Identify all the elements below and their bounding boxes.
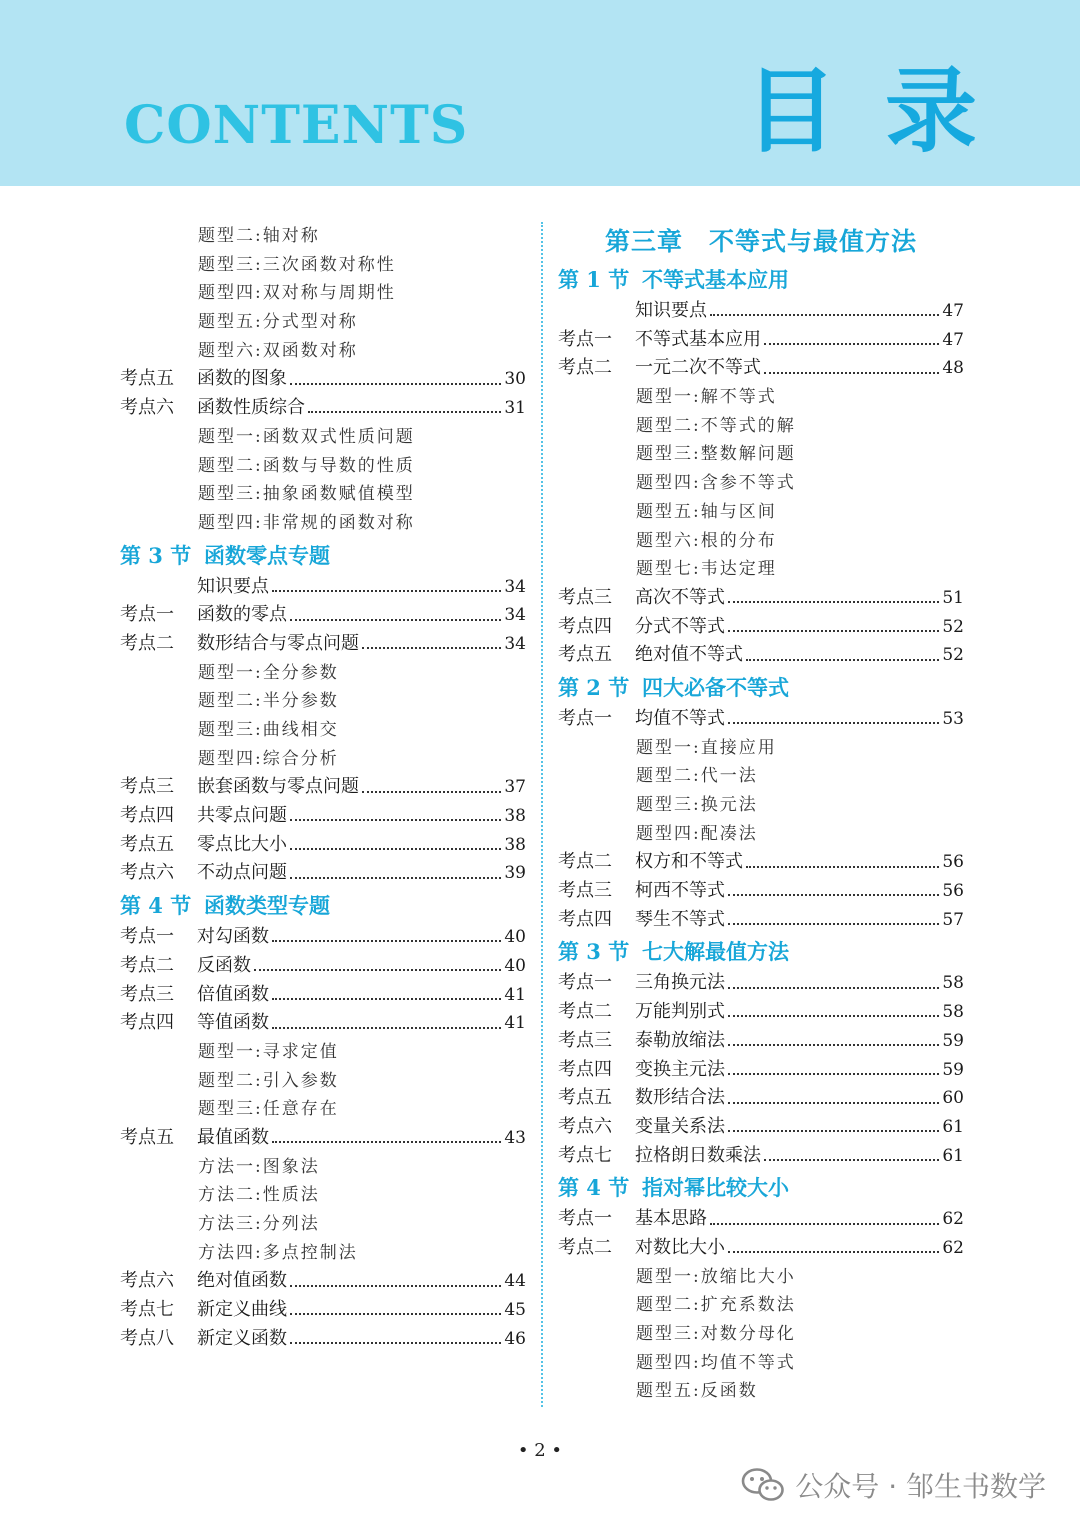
toc-entry: [558, 906, 964, 935]
toc-entry: [120, 859, 526, 888]
dot-leader: [272, 998, 501, 1000]
dot-leader: [728, 1015, 939, 1017]
toc-subitem: 题型三:对数分母化: [636, 1324, 796, 1344]
toc-entry: [120, 1124, 526, 1153]
page-ref: 59: [942, 1059, 964, 1080]
page-ref: 39: [504, 863, 526, 884]
page-ref: 52: [942, 616, 964, 637]
kaodian-label: 考点五: [120, 368, 174, 390]
kaodian-label: 考点二: [558, 851, 612, 873]
kaodian-label: 考点五: [558, 1087, 612, 1109]
dot-leader: [746, 866, 939, 868]
toc-subitem: 题型二:代一法: [636, 766, 758, 787]
entry-title: 零点比大小: [197, 833, 287, 855]
dot-leader: [290, 383, 501, 385]
toc-subitem: 题型四:含参不等式: [636, 473, 796, 494]
toc-entry: [120, 981, 526, 1010]
toc-entry: [120, 802, 526, 831]
section-number: 第 3 节: [558, 939, 630, 965]
toc-subitem: 题型三:曲线相交: [198, 720, 339, 740]
page-ref: 53: [942, 708, 964, 729]
toc-entry: [558, 1142, 964, 1171]
page-ref: 37: [504, 777, 526, 798]
section-title: 四大必备不等式: [642, 674, 789, 700]
dot-leader: [728, 601, 939, 603]
toc-subitem: 题型三:换元法: [636, 795, 758, 815]
page-ref: 38: [504, 806, 526, 827]
section-title: 不等式基本应用: [642, 267, 789, 292]
entry-title: 知识要点: [197, 575, 269, 597]
dot-leader: [290, 1313, 501, 1315]
entry-title: 倍值函数: [197, 983, 269, 1005]
toc-subitem: 题型四:双对称与周期性: [198, 283, 396, 304]
kaodian-label: 考点一: [558, 972, 612, 994]
page-ref: 61: [942, 1145, 964, 1166]
kaodian-label: 考点五: [120, 1126, 174, 1148]
header-banner: [0, 0, 1080, 186]
section-title: 函数零点专题: [204, 542, 330, 568]
toc-subitem: 题型一:寻求定值: [198, 1041, 339, 1062]
dot-leader: [764, 372, 939, 374]
kaodian-label: 考点二: [120, 632, 174, 654]
toc-subitem: 题型三:三次函数对称性: [198, 254, 396, 275]
kaodian-label: 考点一: [120, 604, 174, 626]
dot-leader: [362, 791, 501, 793]
toc-subitem: 方法三:分列法: [198, 1214, 320, 1234]
page-ref: 34: [504, 633, 526, 654]
entry-title: 不动点问题: [197, 862, 287, 884]
page-ref: 48: [942, 358, 964, 379]
page-ref: 58: [942, 973, 964, 994]
toc-entry: [120, 1325, 526, 1354]
entry-title: 对数比大小: [635, 1236, 725, 1258]
page-ref: 59: [942, 1030, 964, 1051]
dot-leader: [728, 923, 939, 925]
kaodian-label: 考点一: [120, 926, 174, 948]
dot-leader: [272, 940, 501, 942]
dot-leader: [728, 1044, 939, 1046]
toc-entry: [558, 705, 964, 734]
mulu-title: 目 录: [745, 58, 986, 165]
dot-leader: [728, 1102, 939, 1104]
toc-subitem: 题型一:全分参数: [198, 662, 339, 683]
toc-entry: [120, 923, 526, 952]
toc-entry: [120, 601, 526, 630]
entry-title: 不等式基本应用: [635, 328, 761, 350]
page-ref: 46: [504, 1328, 526, 1349]
wechat-watermark: [741, 1462, 1046, 1508]
toc-entry: [558, 297, 964, 326]
kaodian-label: 考点六: [558, 1115, 612, 1137]
toc-entry: [558, 1084, 964, 1113]
toc-subitem: 题型六:根的分布: [636, 530, 777, 551]
kaodian-label: 考点二: [558, 357, 612, 379]
dot-leader: [254, 969, 501, 971]
toc-entry: [120, 831, 526, 860]
kaodian-label: 考点二: [558, 1001, 612, 1023]
toc-subitem: 方法一:图象法: [198, 1156, 320, 1177]
dot-leader: [728, 894, 939, 896]
dot-leader: [746, 659, 939, 661]
entry-title: 函数的零点: [197, 604, 287, 626]
toc-entry: [558, 584, 964, 613]
kaodian-label: 考点三: [558, 586, 612, 608]
kaodian-label: 考点四: [120, 1012, 174, 1034]
entry-title: 数形结合法: [635, 1087, 725, 1109]
entry-title: 柯西不等式: [635, 880, 725, 902]
entry-title: 嵌套函数与零点问题: [197, 776, 359, 798]
dot-leader: [728, 1130, 939, 1132]
toc-subitem: 题型四:均值不等式: [636, 1352, 796, 1373]
toc-left-column: [120, 222, 526, 1353]
page-ref: 60: [942, 1088, 964, 1109]
kaodian-label: 考点一: [558, 707, 612, 729]
kaodian-label: 考点四: [558, 908, 612, 930]
kaodian-label: 考点五: [558, 644, 612, 666]
toc-entry: [120, 365, 526, 394]
toc-subitem: 题型三:任意存在: [198, 1099, 339, 1120]
toc-entry: [120, 1296, 526, 1325]
entry-title: 变量关系法: [635, 1115, 725, 1137]
toc-subitem: 题型一:函数双式性质问题: [198, 426, 415, 447]
kaodian-label: 考点六: [120, 1270, 174, 1292]
chapter-heading: 第三章 不等式与最值方法: [604, 227, 917, 256]
page-ref: 58: [942, 1002, 964, 1023]
entry-title: 泰勒放缩法: [635, 1029, 725, 1051]
page-ref: 43: [504, 1127, 526, 1148]
toc-entry: [120, 1009, 526, 1038]
kaodian-label: 考点二: [120, 954, 174, 976]
dot-leader: [710, 1223, 939, 1225]
entry-title: 权方和不等式: [635, 851, 743, 873]
section-number: 第 4 节: [120, 893, 192, 919]
page-ref: 38: [504, 834, 526, 855]
toc-subitem: 题型一:直接应用: [636, 737, 777, 758]
toc-entry: [558, 877, 964, 906]
kaodian-label: 考点一: [558, 328, 612, 350]
dot-leader: [710, 314, 939, 316]
toc-subitem: 题型二:扩充系数法: [636, 1295, 796, 1316]
kaodian-label: 考点八: [120, 1327, 174, 1349]
section-number: 第 2 节: [558, 674, 630, 700]
dot-leader: [272, 590, 501, 592]
dot-leader: [764, 343, 939, 345]
section-title: 函数类型专题: [204, 893, 330, 919]
section-number: 第 4 节: [558, 1175, 630, 1201]
contents-title: CONTENTS: [124, 95, 469, 156]
page-ref: 34: [504, 576, 526, 597]
toc-subitem: 题型三:整数解问题: [636, 444, 796, 465]
kaodian-label: 考点三: [120, 983, 174, 1005]
toc-entry: [120, 573, 526, 602]
dot-leader: [728, 1251, 939, 1253]
dot-leader: [764, 1159, 939, 1161]
entry-title: 对勾函数: [197, 926, 269, 948]
toc-entry: [558, 1234, 964, 1263]
toc-entry: [558, 1027, 964, 1056]
dot-leader: [728, 987, 939, 989]
kaodian-label: 考点五: [120, 833, 174, 855]
kaodian-label: 考点六: [120, 862, 174, 884]
kaodian-label: 考点一: [558, 1208, 612, 1230]
page-ref: 61: [942, 1116, 964, 1137]
page-ref: 56: [942, 852, 964, 873]
entry-title: 均值不等式: [635, 707, 725, 729]
page-ref: 34: [504, 605, 526, 626]
column-divider: [541, 222, 543, 1407]
toc-subitem: 题型五:反函数: [636, 1381, 758, 1402]
toc-entry: [558, 1113, 964, 1142]
section-heading: [120, 888, 526, 923]
toc-subitem: 方法四:多点控制法: [198, 1242, 358, 1263]
toc-entry: [558, 848, 964, 877]
kaodian-label: 考点四: [558, 615, 612, 637]
entry-title: 高次不等式: [635, 586, 725, 608]
toc-entry: [558, 998, 964, 1027]
toc-subitem: 题型四:配凑法: [636, 823, 758, 844]
page-ref: 56: [942, 881, 964, 902]
entry-title: 数形结合与零点问题: [197, 632, 359, 654]
kaodian-label: 考点二: [558, 1236, 612, 1258]
kaodian-label: 考点四: [558, 1058, 612, 1080]
page-ref: 51: [942, 587, 964, 608]
section-number: 第 3 节: [120, 542, 192, 568]
toc-subitem: 题型三:抽象函数赋值模型: [198, 484, 415, 505]
entry-title: 三角换元法: [635, 972, 725, 994]
entry-title: 万能判别式: [635, 1001, 725, 1023]
toc-subitem: 题型四:非常规的函数对称: [198, 512, 415, 533]
entry-title: 知识要点: [635, 300, 707, 321]
page-ref: 62: [942, 1209, 964, 1230]
section-heading: [120, 538, 526, 573]
dot-leader: [728, 1073, 939, 1075]
entry-title: 等值函数: [197, 1012, 269, 1034]
entry-title: 最值函数: [197, 1126, 269, 1148]
dot-leader: [308, 411, 501, 413]
toc-subitem: 题型二:函数与导数的性质: [198, 455, 415, 476]
toc-entry: [120, 630, 526, 659]
entry-title: 分式不等式: [635, 615, 725, 637]
toc-subitem: 题型五:轴与区间: [636, 501, 777, 522]
entry-title: 琴生不等式: [635, 908, 725, 930]
toc-entry: [558, 1205, 964, 1234]
toc-subitem: 题型一:解不等式: [636, 387, 777, 408]
dot-leader: [728, 722, 939, 724]
page-ref: 40: [504, 955, 526, 976]
entry-title: 函数性质综合: [197, 397, 305, 419]
kaodian-label: 考点三: [558, 1029, 612, 1051]
entry-title: 拉格朗日数乘法: [635, 1144, 761, 1166]
kaodian-label: 考点七: [120, 1299, 174, 1321]
section-heading: [558, 670, 964, 705]
entry-title: 新定义曲线: [197, 1299, 287, 1321]
page-ref: 62: [942, 1237, 964, 1258]
toc-entry: [558, 354, 964, 383]
toc-entry: [120, 773, 526, 802]
entry-title: 绝对值不等式: [635, 644, 743, 666]
toc-entry: [558, 969, 964, 998]
page-ref: 57: [942, 909, 964, 930]
dot-leader: [728, 630, 939, 632]
page-number: • 2 •: [517, 1440, 563, 1461]
dot-leader: [290, 1285, 501, 1287]
toc-subitem: 题型二:轴对称: [198, 226, 320, 246]
entry-title: 绝对值函数: [197, 1270, 287, 1292]
page-ref: 47: [942, 301, 964, 321]
entry-title: 函数的图象: [197, 368, 287, 390]
dot-leader: [290, 877, 501, 879]
page-ref: 30: [504, 369, 526, 390]
toc-entry: [558, 613, 964, 642]
toc-entry: [558, 326, 964, 355]
kaodian-label: 考点七: [558, 1144, 612, 1166]
page-ref: 31: [504, 398, 526, 419]
page-ref: 41: [504, 984, 526, 1005]
section-heading: [558, 934, 964, 969]
entry-title: 反函数: [197, 954, 251, 976]
dot-leader: [362, 647, 501, 649]
page-ref: 45: [504, 1300, 526, 1321]
toc-subitem: 题型一:放缩比大小: [636, 1266, 796, 1287]
entry-title: 一元二次不等式: [635, 357, 761, 379]
page-ref: 44: [504, 1271, 526, 1292]
toc-subitem: 题型七:韦达定理: [636, 559, 777, 580]
toc-subitem: 题型二:引入参数: [198, 1070, 339, 1091]
toc-subitem: 题型五:分式型对称: [198, 312, 358, 333]
page-ref: 52: [942, 645, 964, 666]
kaodian-label: 考点三: [120, 776, 174, 798]
kaodian-label: 考点四: [120, 805, 174, 827]
dot-leader: [290, 819, 501, 821]
toc-subitem: 题型六:双函数对称: [198, 340, 358, 361]
section-title: 指对幂比较大小: [642, 1175, 789, 1201]
dot-leader: [290, 619, 501, 621]
section-heading: [558, 262, 964, 297]
toc-entry: [120, 952, 526, 981]
page-ref: 40: [504, 927, 526, 948]
toc-entry: [120, 394, 526, 423]
wechat-icon: [741, 1467, 785, 1503]
page-ref: 41: [504, 1013, 526, 1034]
toc-subitem: 题型二:半分参数: [198, 691, 339, 712]
kaodian-label: 考点三: [558, 880, 612, 902]
section-number: 第 1 节: [558, 267, 630, 292]
section-title: 七大解最值方法: [642, 939, 789, 965]
entry-title: 新定义函数: [197, 1327, 287, 1349]
toc-subitem: 题型二:不等式的解: [636, 415, 796, 436]
kaodian-label: 考点六: [120, 397, 174, 419]
toc-entry: [558, 641, 964, 670]
dot-leader: [272, 1027, 501, 1029]
toc-entry: [558, 1056, 964, 1085]
toc-right-column: [558, 222, 964, 1406]
entry-title: 共零点问题: [197, 805, 287, 827]
watermark-text: 公众号 · 邹生书数学: [795, 1470, 1046, 1503]
dot-leader: [290, 1342, 501, 1344]
toc-entry: [120, 1267, 526, 1296]
dot-leader: [272, 1141, 501, 1143]
section-heading: [558, 1170, 964, 1205]
entry-title: 变换主元法: [635, 1058, 725, 1080]
entry-title: 基本思路: [635, 1208, 707, 1230]
dot-leader: [290, 848, 501, 850]
toc-subitem: 题型四:综合分析: [198, 748, 339, 769]
page-ref: 47: [942, 329, 964, 350]
toc-subitem: 方法二:性质法: [198, 1185, 320, 1206]
